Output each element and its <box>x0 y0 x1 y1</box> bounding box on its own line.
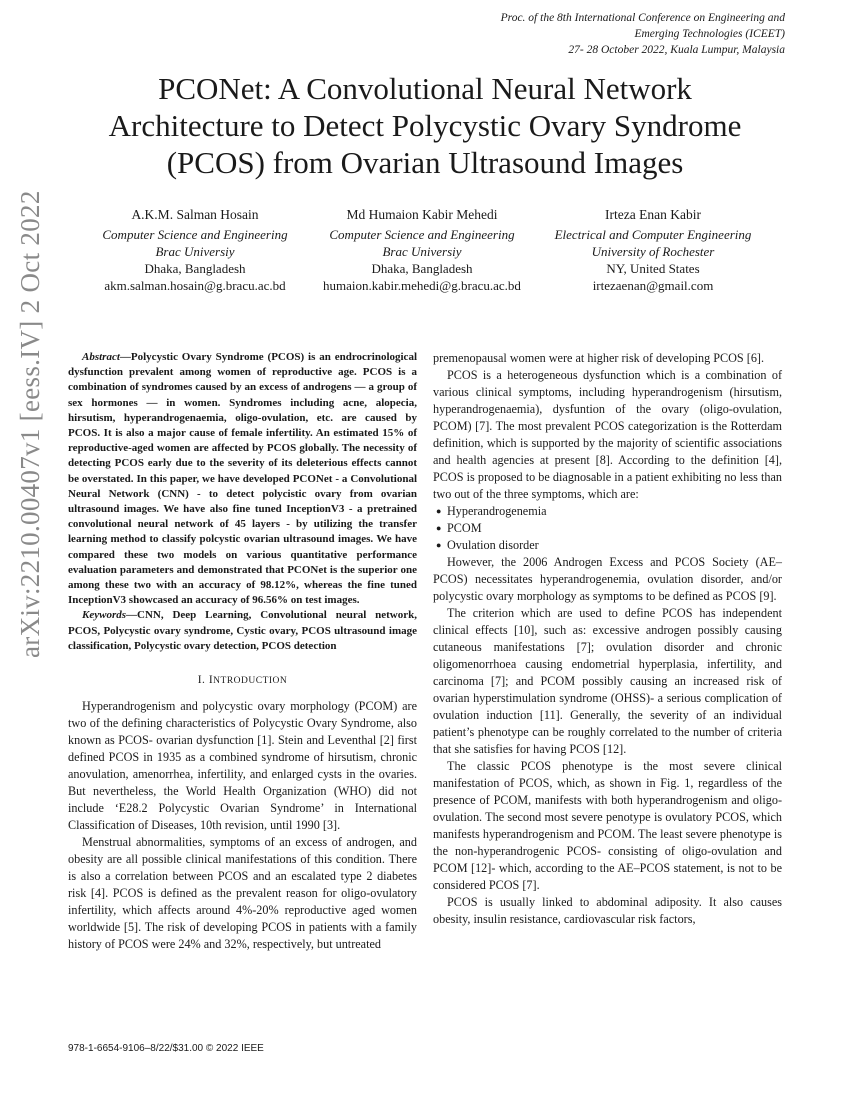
author-name: Md Humaion Kabir Mehedi <box>346 207 498 222</box>
conference-line-1: Proc. of the 8th International Conference on Engineering and <box>500 12 785 24</box>
list-item-text: Hyperandrogenemia <box>447 504 547 518</box>
author-dept: Computer Science and Engineering <box>102 227 288 242</box>
author-univ: Brac Universiy <box>382 244 462 259</box>
author-dept: Computer Science and Engineering <box>329 227 515 242</box>
abstract-text: —Polycystic Ovary Syndrome (PCOS) is an endrocrinological dysfunction prevalent among women of reproductive age. PCOS is a combination of syndromes caused by an excess of androgens — a group of sex hormones — in women. Syndromes including acne, alopecia, hirsutism, hyperandrogenaemia, oligo-ovulation, etc. are caused by PCOS. It is also a major cause of female infertility. An estimated 15% of reproductive-aged women are affected by PCOS globally. The necessity of detecting PCOS early due to the severity of its deleterious effects cannot be overstated. In this paper, we have developed PCONet - a Convolutional Neural Network (CNN) - to detect polycistic ovary from ovarian ultrasound images. We have also fine tuned InceptionV3 - a pretrained convolutional neural network of 45 layers - by utilizing the transfer learning method to classify polcystic ovarian ultrasound images. We have compared these two models on various quantitative performance evaluation parameters and demonstrated that PCONet is the superior one among these two with an accuracy of 98.12%, whereas the fine tuned InceptionV3 showcased an accuracy of 96.56% on test images. <box>68 351 417 607</box>
keywords-text: —CNN, Deep Learning, Convolutional neural network, PCOS, Polycystic ovary syndrome, Cystic ovary, PCOS ultrasound image classification, Polycystic ovary detection, PCOS detection <box>68 609 417 652</box>
section-number: I. <box>197 674 209 687</box>
body-paragraph: The criterion which are used to define PCOS has independent clinical effects [10], such as: excessive androgen possibly causing cutaneous manifestations [7]; ovulation disorder and chronic oligomenorrhoea causing endometrial hyperplasia, infertility, and carcinoma [7]; and PCOM possibly causing an increased risk of ovarian hyperstimulation syndrome (OHSS)- a serious complication of ovulation induction [11]. Generally, the severity of an individual patient’s phenotype can be roughly correlated to the number of criteria that she satisfies for having PCOS [12]. <box>433 606 782 756</box>
author-2 <box>307 206 537 294</box>
keywords-label: Keywords <box>82 609 126 622</box>
left-column <box>68 350 417 953</box>
author-name: Irteza Enan Kabir <box>605 207 701 222</box>
author-univ: Brac Universiy <box>155 244 235 259</box>
author-1 <box>85 206 305 294</box>
abstract <box>68 350 417 608</box>
arxiv-stamp-text: arXiv:2210.00407v1 [eess.IV] 2 Oct 2022 <box>15 190 45 658</box>
author-email: humaion.kabir.mehedi@g.bracu.ac.bd <box>323 278 521 293</box>
paper-title <box>60 70 790 181</box>
conference-line-2: Emerging Technologies (ICEET) <box>634 28 785 40</box>
title-line-3: (PCOS) from Ovarian Ultrasound Images <box>166 145 684 180</box>
author-univ: University of Rochester <box>591 244 715 259</box>
section-heading-introduction <box>68 672 417 690</box>
section-rest: NTRODUCTION <box>213 676 288 687</box>
author-dept: Electrical and Computer Engineering <box>554 227 752 242</box>
right-column <box>433 350 782 928</box>
body-paragraph: However, the 2006 Androgen Excess and PCOS Society (AE–PCOS) necessitates hyperandrogenemia, ovulation disorder, and/or polycystic ovary morphology as symptoms to be defined as PCOS [9]. <box>433 555 782 603</box>
list-item-text: Ovulation disorder <box>447 538 539 552</box>
body-paragraph: PCOS is usually linked to abdominal adiposity. It also causes obesity, insulin resistance, cardiovascular risk factors, <box>433 895 782 926</box>
author-email: irtezaenan@gmail.com <box>592 278 714 293</box>
author-name: A.K.M. Salman Hosain <box>131 207 259 222</box>
copyright-footer: 978-1-6654-9106–8/22/$31.00 © 2022 IEEE <box>68 1043 264 1054</box>
list-item-text: PCOM <box>447 521 482 535</box>
author-email: akm.salman.hosain@g.bracu.ac.bd <box>104 278 286 293</box>
body-paragraph: The classic PCOS phenotype is the most severe clinical manifestation of PCOS, which, as shown in Fig. 1, regardless of the presence of PCOM, manifests with both hyperandrogenism and oligo-ovulation. The second most severe penotype is ovulatory PCOS, which manifests hyperandrogenism and PCOM. The least severe phenotype is the non-hyperandrogenic PCOS- consisting of oligo-ovulation and PCOM [12]- which, according to the AE–PCOS statement, is not to be considered PCOS [7]. <box>433 759 782 892</box>
author-location: Dhaka, Bangladesh <box>371 261 473 276</box>
conference-header <box>385 10 785 58</box>
keywords <box>68 608 417 654</box>
bullet-icon: ● <box>436 540 442 550</box>
abstract-label: Abstract <box>82 351 120 363</box>
title-line-2: Architecture to Detect Polycystic Ovary Syndrome <box>108 108 742 143</box>
body-paragraph: Menstrual abnormalities, symptoms of an excess of androgen, and obesity are all possible clinical manifestations of this condition. There is also a correlation between PCOS and an escalated type 2 diabetes risk [4]. PCOS is defined as the prevalent reason for oligo-ovulatory infertility, which affects around 4%-20% reproductive aged women worldwide [5]. The risk of developing PCOS in patients with a family history of PCOS were 24% and 32%, respectively, but untreated <box>68 835 417 952</box>
bullet-icon: ● <box>436 523 442 533</box>
symptom-list <box>433 503 782 554</box>
section-initial: I <box>208 674 214 687</box>
title-line-1: PCONet: A Convolutional Neural Network <box>158 71 692 106</box>
body-paragraph: Hyperandrogenism and polycystic ovary morphology (PCOM) are two of the defining characteristics of Polycystic Ovary Syndrome, also known as PCOS- ovarian dysfunction [1]. Stein and Leventhal [2] first defined PCOS in 1935 as a combined syndrome of hirsutism, chronic anovulation, amenorrhea, infertility, and enlarged cysts in the ovaries. But nevertheless, the World Health Organization (WHO) did not include ‘E28.2 Polycystic Ovarian Syndrome’ in International Classification of Diseases, 10th revision, until 1990 [3]. <box>68 699 417 833</box>
body-paragraph-continued: premenopausal women were at higher risk of developing PCOS [6]. <box>433 351 765 365</box>
body-paragraph: PCOS is a heterogeneous dysfunction which is a combination of various clinical symptoms, including hyperandrogenism (hirsutism, hyperandrogenaemia), dysfuntion of the ovary (oligo-ovulation, PCOM) [7]. The most prevalent PCOS categorization is the Rotterdam definition, which is supported by the majority of scientific associations and health agencies at present [8]. According to the definition [4], PCOS is proposed to be diagnosable in a patient exhibiting no less than two out of the three symptoms, which are: <box>433 368 782 501</box>
list-item <box>433 520 782 537</box>
conference-line-3: 27- 28 October 2022, Kuala Lumpur, Malaysia <box>568 44 785 56</box>
author-location: NY, United States <box>606 261 700 276</box>
list-item <box>433 537 782 554</box>
list-item <box>433 503 782 520</box>
bullet-icon: ● <box>436 506 442 516</box>
author-location: Dhaka, Bangladesh <box>144 261 246 276</box>
author-3 <box>543 206 763 294</box>
